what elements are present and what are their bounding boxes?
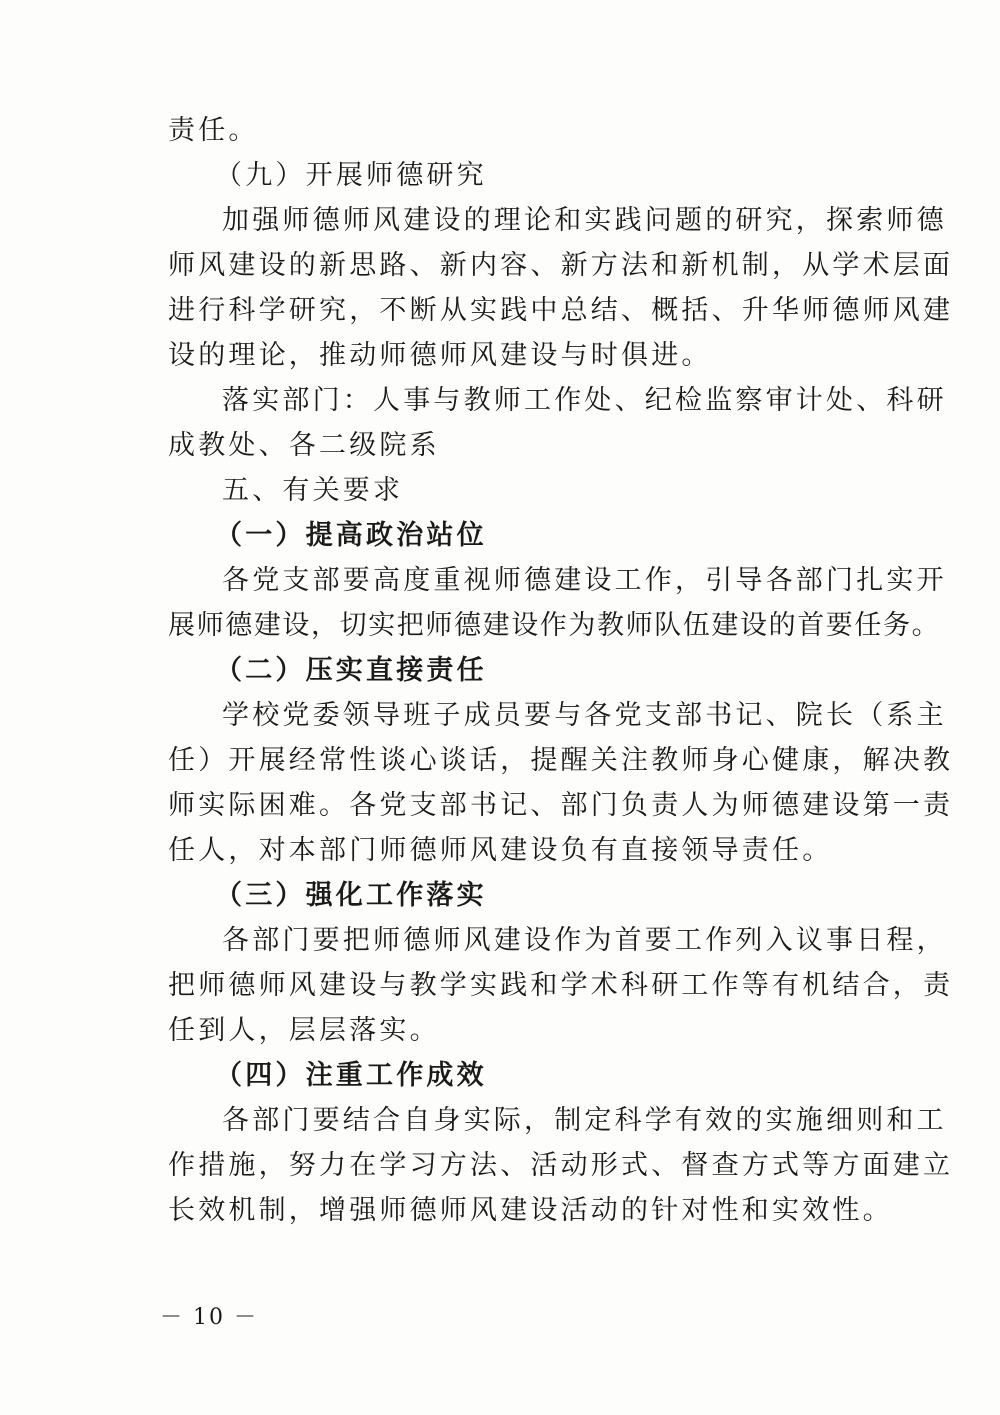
text-line: 师实际困难。各党支部书记、部门负责人为师德建设第一责 bbox=[168, 790, 954, 821]
text-line: 作措施，努力在学习方法、活动形式、督查方式等方面建立 bbox=[168, 1150, 954, 1181]
text-line: 长效机制，增强师德师风建设活动的针对性和实效性。 bbox=[168, 1195, 893, 1226]
text-line: 任）开展经常性谈心谈话，提醒关注教师身心健康，解决教 bbox=[168, 745, 954, 776]
section-heading: 五、有关要求 bbox=[222, 475, 404, 506]
text-line: 成教处、各二级院系 bbox=[168, 430, 440, 461]
text-line: 落实部门：人事与教师工作处、纪检监察审计处、科研 bbox=[222, 385, 947, 416]
text-line: 展师德建设，切实把师德建设作为教师队伍建设的首要任务。 bbox=[168, 610, 941, 641]
text-line: 责任。 bbox=[168, 115, 259, 146]
subsection-heading: （三）强化工作落实 bbox=[215, 880, 487, 911]
text-line: 学校党委领导班子成员要与各党支部书记、院长（系主 bbox=[222, 700, 947, 731]
text-line: 各部门要把师德师风建设作为首要工作列入议事日程， bbox=[222, 925, 947, 956]
subsection-heading: （二）压实直接责任 bbox=[215, 655, 487, 686]
text-line: 各部门要结合自身实际，制定科学有效的实施细则和工 bbox=[222, 1105, 947, 1136]
text-line: 师风建设的新思路、新内容、新方法和新机制，从学术层面 bbox=[168, 250, 954, 281]
subsection-heading: （九）开展师德研究 bbox=[215, 160, 487, 191]
text-line: 各党支部要高度重视师德建设工作，引导各部门扎实开 bbox=[222, 565, 947, 596]
text-line: 把师德师风建设与教学实践和学术科研工作等有机结合，责 bbox=[168, 970, 954, 1001]
text-line: 设的理论，推动师德师风建设与时俱进。 bbox=[168, 340, 712, 371]
text-line: 任人，对本部门师德师风建设负有直接领导责任。 bbox=[168, 835, 833, 866]
text-line: 进行科学研究，不断从实践中总结、概括、升华师德师风建 bbox=[168, 295, 954, 326]
text-line: 加强师德师风建设的理论和实践问题的研究，探索师德 bbox=[222, 205, 947, 236]
subsection-heading: （四）注重工作成效 bbox=[215, 1060, 487, 1091]
text-line: 任到人，层层落实。 bbox=[168, 1015, 440, 1046]
subsection-heading: （一）提高政治站位 bbox=[215, 520, 487, 551]
page-number: － 10 － bbox=[160, 1305, 258, 1330]
